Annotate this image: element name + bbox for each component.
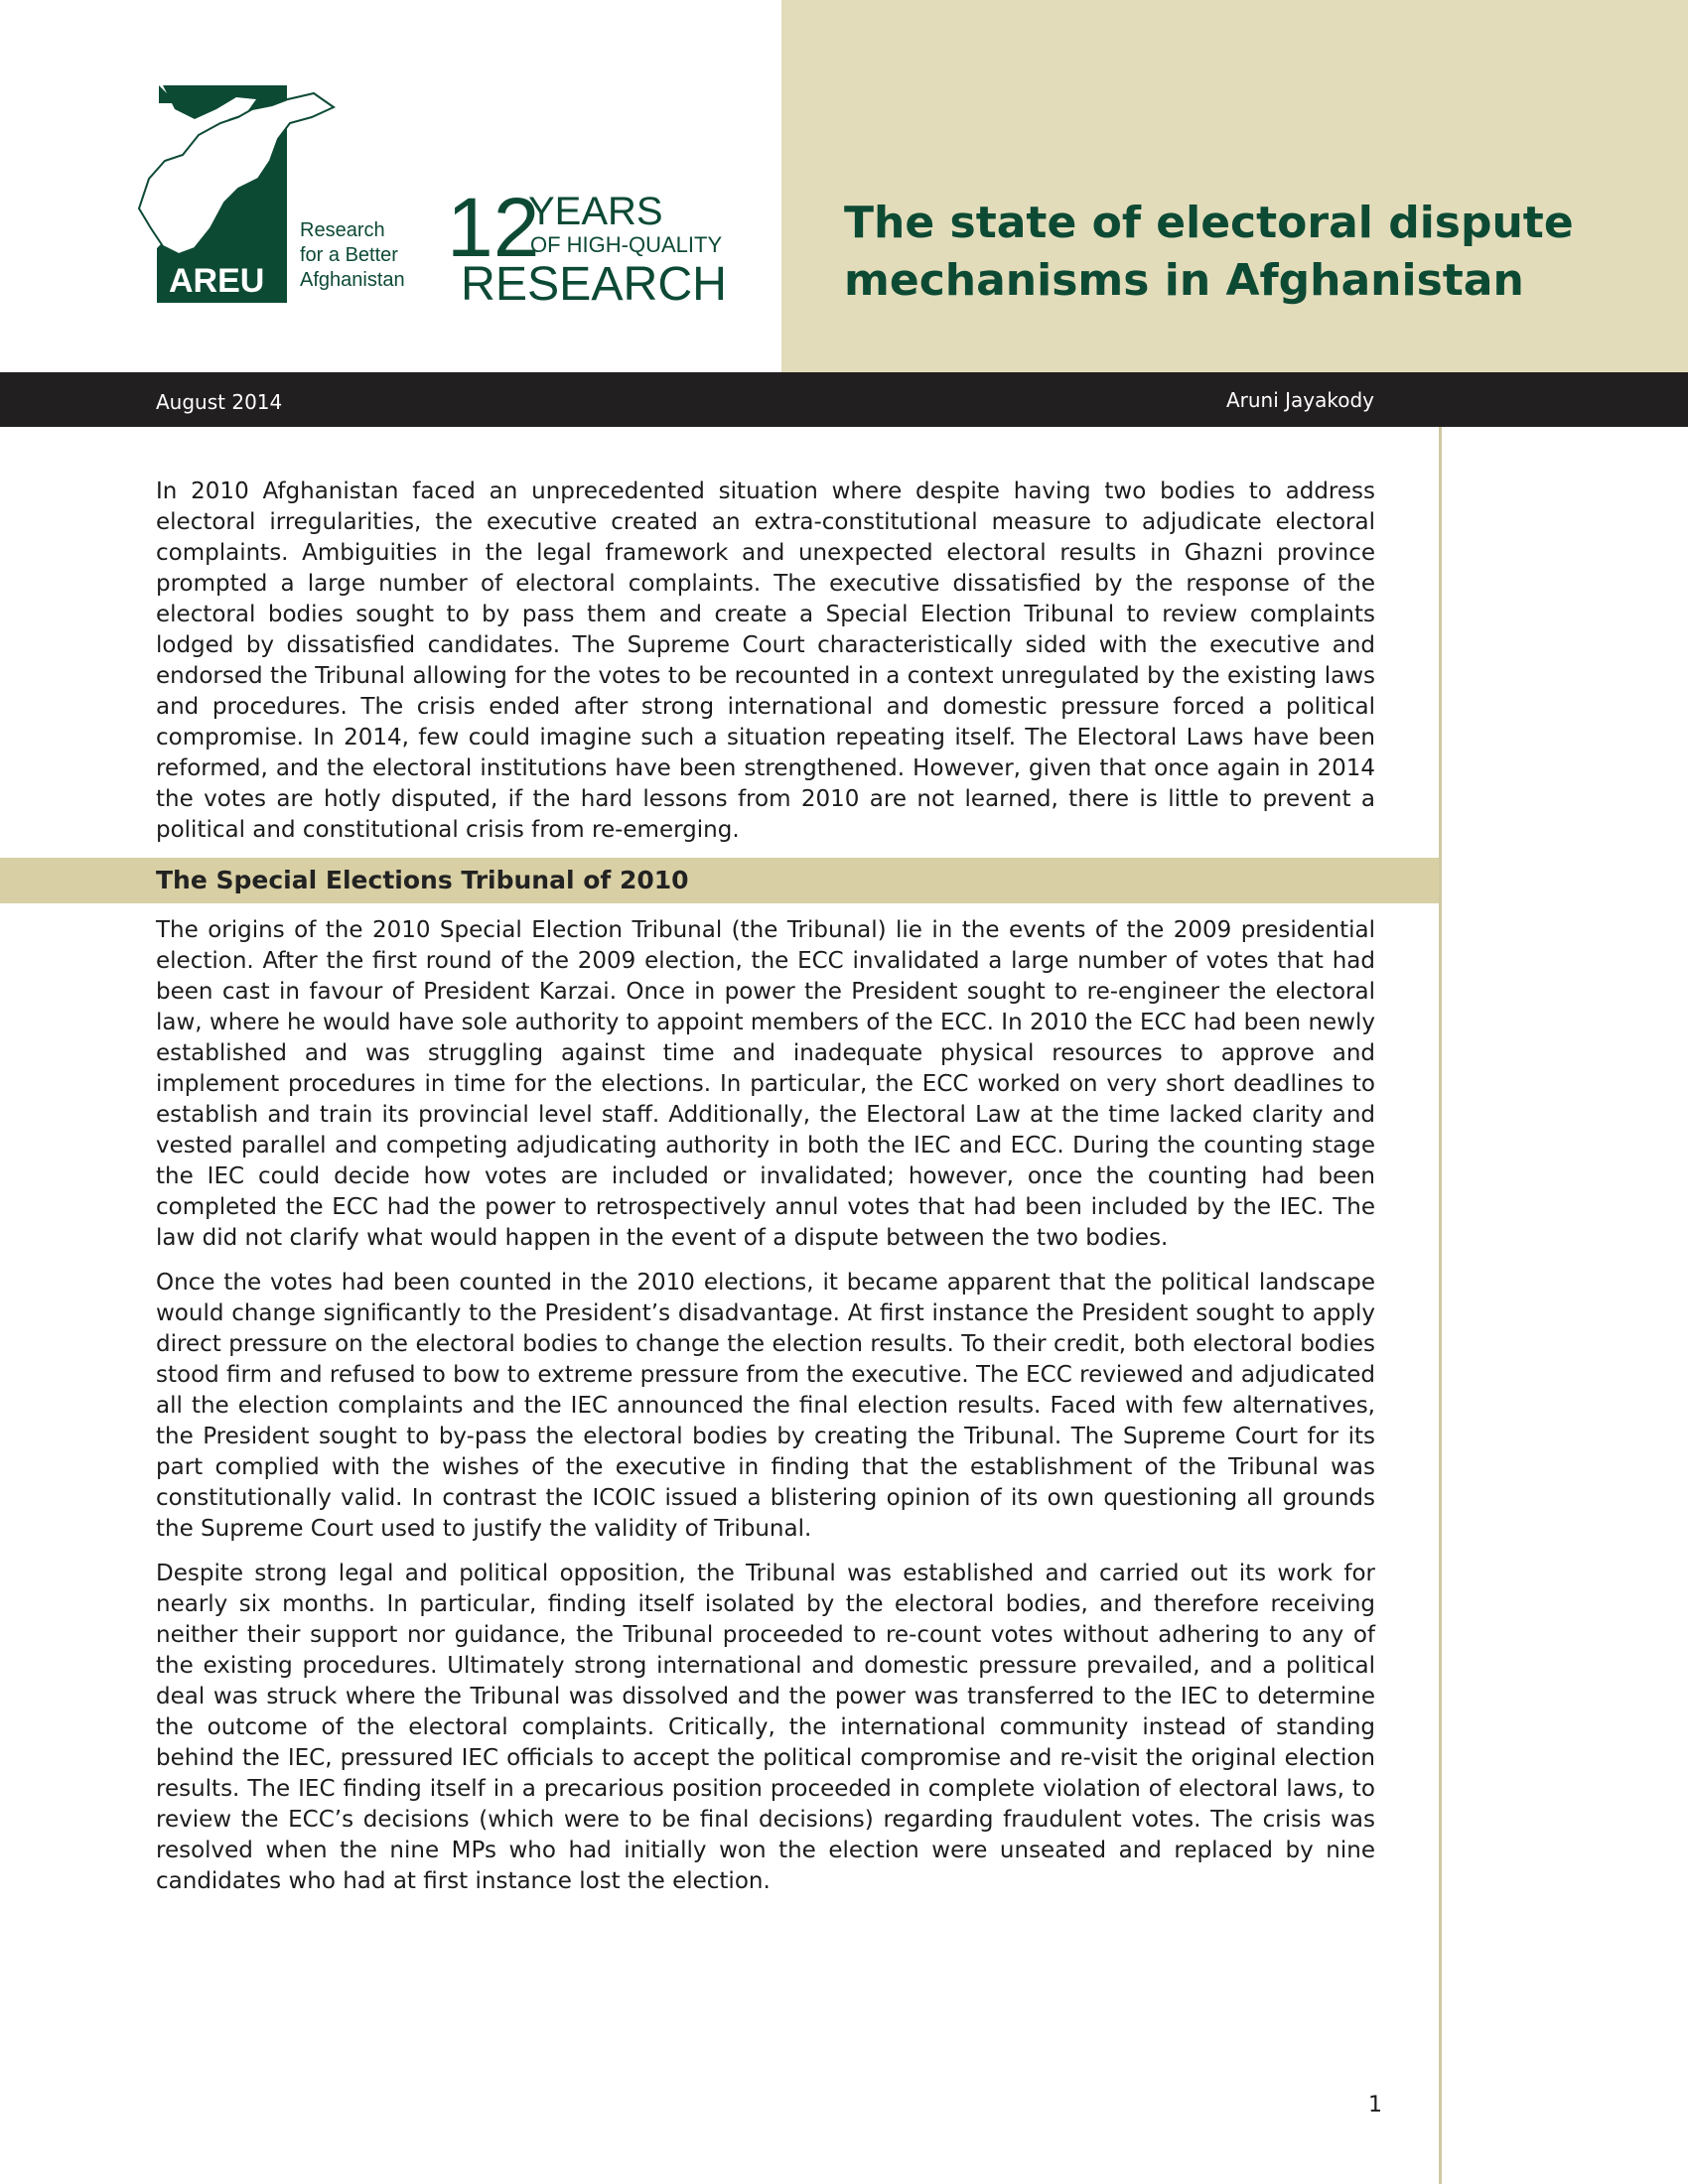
publication-date: August 2014 bbox=[156, 390, 283, 414]
years-number: 12 bbox=[447, 189, 540, 274]
page-number: 1 bbox=[1368, 2093, 1382, 2117]
author-name: Aruni Jayakody bbox=[1225, 388, 1374, 412]
years-word: YEARS bbox=[528, 190, 663, 233]
intro-paragraph: In 2010 Afghanistan faced an unprecedented situation where despite having two bodies to address electoral irregularities, the executive created an extra-constitutional measure to adjudicate electoral complaints. Ambiguities in the legal framework and unexpected electoral results in Ghazni province prompted a large number of electoral complaints. The executive dissatisfied by the response of the electoral bodies sought to by pass them and create a Special Election Tribunal to review complaints lodged by dissatisfied candidates. The Supreme Court characteristically sided with the executive and endorsed the Tribunal allowing for the votes to be recounted in a context unregulated by the existing laws and procedures. The crisis ended after strong international and domestic pressure forced a political compromise. In 2014, few could imagine such a situation repeating itself. The Electoral Laws have been reformed, and the electoral institutions have been strengthened. However, given that once again in 2014 the votes are hotly disputed, if the hard lessons from 2010 are not learned, there is little to prevent a political and constitutional crisis from re-emerging. bbox=[156, 478, 1375, 843]
section-heading-band bbox=[0, 858, 1439, 903]
tagline-line: Afghanistan bbox=[300, 269, 405, 291]
title-line: mechanisms in Afghanistan bbox=[844, 255, 1524, 306]
logo-tagline bbox=[300, 218, 405, 293]
margin-rule bbox=[1439, 427, 1442, 2184]
body-paragraph: Once the votes had been counted in the 2010 elections, it became apparent that the political landscape would change significantly to the President’s disadvantage. At first instance the President sought to apply direct pressure on the electoral bodies to change the election results. To their credit, both electoral bodies stood firm and refused to bow to extreme pressure from the executive. The ECC reviewed and adjudicated all the election complaints and the IEC announced the final election results. Faced with few alternatives, the President sought to by-pass the electoral bodies by creating the Tribunal. The Supreme Court for its part complied with the wishes of the executive in finding that the establishment of the Tribunal was constitutionally valid. In contrast the ICOIC issued a blistering opinion of its own questioning all grounds the Supreme Court used to justify the validity of Tribunal. bbox=[156, 1270, 1375, 1542]
years-research: RESEARCH bbox=[461, 258, 727, 306]
twelve-years-mark bbox=[447, 189, 735, 306]
tagline-line: Research bbox=[300, 219, 385, 241]
logo-area bbox=[0, 0, 781, 372]
body-paragraph: Despite strong legal and political opposition, the Tribunal was established and carried out its work for nearly six months. In particular, finding itself isolated by the electoral bodies, and therefore receiving neither their support nor guidance, the Tribunal proceeded to re-count votes without adhering to any of the existing procedures. Ultimately strong international and domestic pressure prevailed, and a political deal was struck where the Tribunal was dissolved and the power was transferred to the IEC to determine the outcome of the electoral complaints. Critically, the international community instead of standing behind the IEC, pressured IEC officials to accept the political compromise and re-visit the original election results. The IEC finding itself in a precarious position proceeded in complete violation of electoral laws, to review the ECC’s decisions (which were to be final decisions) regarding fraudulent votes. The crisis was resolved when the nine MPs who had initially won the election were unseated and replaced by nine candidates who had at first instance lost the election. bbox=[156, 1561, 1375, 1894]
document-body bbox=[156, 477, 1375, 1897]
header-title-panel bbox=[781, 0, 1688, 372]
tagline-line: for a Better bbox=[300, 244, 398, 266]
meta-bar bbox=[0, 372, 1688, 427]
title-line: The state of electoral dispute bbox=[844, 198, 1574, 248]
areu-wordmark: AREU bbox=[169, 262, 265, 300]
years-subline: OF HIGH-QUALITY bbox=[530, 232, 723, 257]
section-heading: The Special Elections Tribunal of 2010 bbox=[156, 866, 689, 894]
body-paragraph: The origins of the 2010 Special Election Tribunal (the Tribunal) lie in the events of the 2009 presidential election. After the first round of the 2009 election, the ECC invalidated a large number of votes that had been cast in favour of President Karzai. Once in power the President sought to re-engineer the electoral law, where he would have sole authority to appoint members of the ECC. In 2010 the ECC had been newly established and was struggling against time and inadequate physical resources to approve and implement procedures in time for the elections. In particular, the ECC worked on very short deadlines to establish and train its provincial level staff. Additionally, the Electoral Law at the time lacked clarity and vested parallel and competing adjudicating authority in both the IEC and ECC. During the counting stage the IEC could decide how votes are included or invalidated; however, once the counting had been completed the ECC had the power to retrospectively annul votes that had been included by the IEC. The law did not clarify what would happen in the event of a dispute between the two bodies. bbox=[156, 917, 1375, 1251]
document-title bbox=[844, 195, 1658, 310]
